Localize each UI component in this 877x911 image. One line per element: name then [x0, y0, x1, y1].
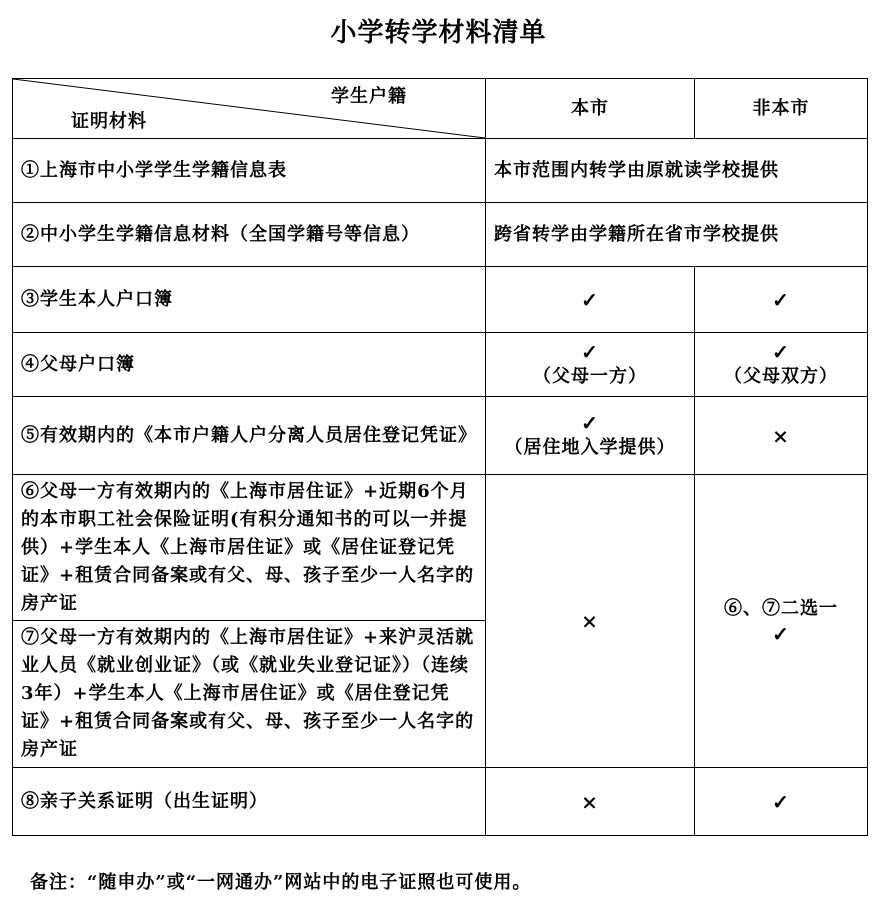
check-icon: ✓: [772, 622, 790, 646]
check-icon: ✓: [581, 339, 599, 364]
check-icon: ✓: [581, 410, 599, 435]
row-label: ⑦父母一方有效期内的《上海市居住证》+来沪灵活就业人员《就业创业证》（或《就业失业登记证》）（连续3年）+学生本人《上海市居住证》或《居住登记凭证》+租赁合同备案或有父、母、孩子至少一人名字的房产证: [13, 620, 485, 767]
nonlocal-cell: [695, 475, 868, 768]
header-materials: 证明材料: [71, 111, 147, 132]
nonlocal-cell: [695, 333, 868, 397]
check-icon: ✓: [772, 287, 790, 312]
header-student-hukou: 学生户籍: [331, 86, 407, 107]
local-cell: [486, 475, 695, 768]
header-nonlocal: 非本市: [695, 79, 868, 139]
row-label: ③学生本人户口簿: [13, 267, 486, 333]
cross-icon: ×: [772, 423, 790, 448]
row-label: ⑧亲子关系证明（出生证明）: [13, 768, 486, 836]
table-row: [13, 768, 868, 836]
row-label: ⑤有效期内的《本市户籍人户分离人员居住登记凭证》: [13, 397, 486, 475]
nonlocal-cell: [695, 267, 868, 333]
table-row: [13, 333, 868, 397]
table-header-row: [13, 79, 868, 139]
check-icon: ✓: [772, 789, 790, 814]
combined-label-cell: [13, 475, 486, 768]
header-local: 本市: [486, 79, 695, 139]
nonlocal-note: （父母双方）: [724, 365, 838, 387]
diagonal-header-cell: [13, 79, 486, 139]
cross-icon: ×: [581, 789, 599, 814]
row-label: ④父母户口簿: [13, 333, 486, 397]
row-label: ①上海市中小学学生学籍信息表: [13, 139, 486, 203]
merged-cell: 本市范围内转学由原就读学校提供: [486, 139, 868, 203]
cross-icon: ×: [581, 609, 599, 633]
materials-table: [12, 78, 868, 836]
row-label: ②中小学生学籍信息材料（全国学籍号等信息）: [13, 203, 486, 267]
nonlocal-cell: [695, 768, 868, 836]
local-cell: [486, 333, 695, 397]
table-row: [13, 203, 868, 267]
table-row: [13, 397, 868, 475]
table-row: [13, 139, 868, 203]
footnote: 备注：“随申办”或“一网通办”网站中的电子证照也可使用。: [30, 872, 532, 893]
row-label: ⑥父母一方有效期内的《上海市居住证》+近期6个月的本市职工社会保险证明(有积分通知书的可以一并提供）+学生本人《上海市居住证》或《居住证登记凭证》+租赁合同备案或有父、母、孩子至少一人名字的房产证: [21, 480, 475, 614]
table-row: [13, 267, 868, 333]
check-icon: ✓: [581, 287, 599, 312]
local-note: （父母一方）: [533, 365, 647, 387]
check-icon: ✓: [772, 339, 790, 364]
local-note: （居住地入学提供）: [504, 436, 676, 458]
nonlocal-cell: [695, 397, 868, 475]
merged-cell: 跨省转学由学籍所在省市学校提供: [486, 203, 868, 267]
table-row: [13, 475, 868, 768]
local-cell: [486, 768, 695, 836]
choose-one-text: ⑥、⑦二选一: [724, 598, 838, 619]
local-cell: [486, 267, 695, 333]
local-cell: [486, 397, 695, 475]
page-title: 小学转学材料清单: [330, 18, 547, 48]
